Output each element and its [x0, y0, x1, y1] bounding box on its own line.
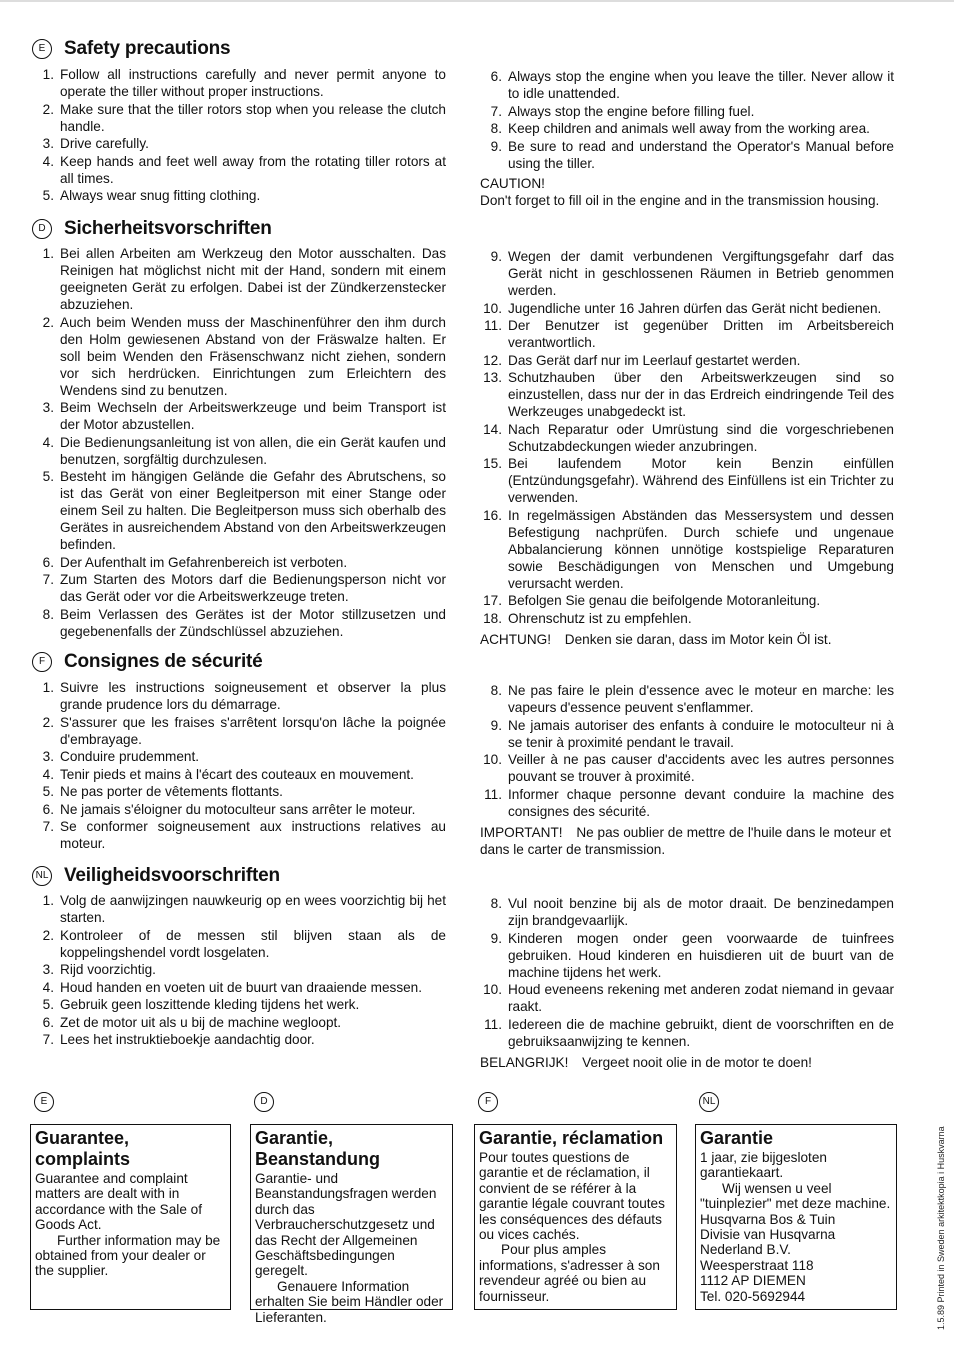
address-line: Divisie van Husqvarna [700, 1227, 836, 1243]
item-number: 11. [484, 318, 502, 333]
list-item [480, 786, 894, 820]
en-list-right [480, 68, 894, 209]
item-number: 6. [42, 554, 54, 570]
item-text: Iedereen die de machine gebruikt, dient de voorschriften en de gebruiksaanwijzing te kennen. [508, 1016, 894, 1049]
list-item [32, 434, 446, 468]
de-left-items [32, 245, 446, 640]
item-text: Vul nooit benzine bij als de motor draait. De benzinedampen zijn brandgevaarlijk. [508, 896, 894, 928]
item-number: 10. [483, 982, 502, 997]
item-text: Befolgen Sie genau die beifolgende Motoranleitung. [508, 593, 821, 608]
nl-belangrijk [480, 1054, 894, 1071]
item-text: Veiller à ne pas causer d'accidents avec les autres personnes pouvant se trouver à proximité. [508, 752, 894, 784]
list-item [480, 682, 894, 716]
address-line: Husqvarna Bos & Tuin [700, 1211, 836, 1227]
item-number: 14. [483, 421, 502, 437]
address-line: Nederland B.V. [700, 1242, 791, 1258]
list-item [32, 783, 446, 800]
item-number: 1. [42, 67, 54, 82]
list-item [32, 801, 446, 818]
item-number: 13. [483, 370, 502, 385]
item-number: 4. [42, 979, 54, 995]
item-text: Ohrenschutz ist zu empfehlen. [508, 610, 692, 626]
item-text: Follow all instructions carefully and never permit anyone to operate the tiller without proper instructions. [60, 67, 446, 99]
list-item [480, 300, 894, 317]
item-text: Beim Wechseln der Arbeitswerkzeuge und beim Transport ist der Motor abzustellen. [60, 400, 446, 432]
guarantee-title-de: Garantie, Beanstandung [255, 1128, 381, 1169]
item-number: 4. [42, 434, 54, 450]
guarantee-language-e-icon: E [34, 1092, 54, 1112]
list-item [32, 135, 446, 152]
item-number: 9. [490, 249, 502, 264]
item-number: 5. [42, 784, 54, 799]
nl-belangrijk-label: BELANGRIJK! [480, 1054, 569, 1070]
list-item [32, 571, 446, 605]
item-number: 5. [42, 997, 54, 1012]
nl-right-items [480, 895, 894, 1050]
guarantee-address-nl [700, 1212, 892, 1304]
list-item [480, 610, 894, 627]
en-right-items [480, 68, 894, 172]
guarantee-text-nl: 1 jaar, zie bijgesloten garantiekaart. [700, 1150, 827, 1181]
list-item [32, 927, 446, 961]
guarantee-language-nl-icon: NL [699, 1092, 719, 1112]
list-item [480, 930, 894, 981]
guarantee-more-nl: Wij wensen u veel "tuinplezier" met deze machine. [700, 1180, 891, 1212]
list-item [32, 101, 446, 135]
list-item [32, 766, 446, 783]
guarantee-box-en [30, 1124, 231, 1310]
item-text: Gebruik geen loszittende kleding tijdens het werk. [60, 997, 360, 1012]
item-number: 2. [42, 927, 54, 943]
fr-list-right [480, 682, 894, 858]
item-text: Der Aufenthalt im Gefahrenbereich ist verboten. [60, 554, 348, 570]
guarantee-title-en: Guarantee, complaints [35, 1128, 131, 1169]
section-title-en: Safety precautions [64, 38, 231, 59]
fr-left-items [32, 679, 446, 852]
item-number: 16. [483, 507, 502, 523]
list-item [480, 455, 894, 506]
list-item [32, 314, 446, 399]
item-text: Keep children and animals well away from the working area. [508, 121, 870, 136]
list-item [480, 592, 894, 609]
de-list-left [32, 245, 446, 640]
item-text: Houd handen en voeten uit de buurt van draaiende messen. [60, 979, 423, 995]
item-number: 7. [42, 819, 54, 834]
guarantee-language-d-icon: D [254, 1092, 274, 1112]
item-number: 8. [490, 683, 502, 698]
item-number: 3. [42, 136, 54, 151]
guarantee-title-nl: Garantie [700, 1128, 774, 1148]
item-text: In regelmässigen Abständen das Messersystem und dessen Befestigung nachprüfen. Durch schiefe und ungenaue Abbalancierung können unnötige kostspielige Reparaturen sowie Beschädigungen von Menschen und Umgebung verursacht werden. [508, 507, 894, 591]
list-item [32, 714, 446, 748]
list-item [480, 751, 894, 785]
item-number: 5. [42, 469, 54, 484]
item-text: Auch beim Wenden muss der Maschinenführer den ihm durch den Holm gewiesenen Abstand von der Fräswalze halten. Er soll beim Wenden den Fräsenschwanz nicht ziehen, sondern vor sich herdrücken. Einrichtungen zum Erleichtern des Wendens sind zu benutzen. [60, 314, 446, 398]
guarantee-text-en: Guarantee and complaint matters are dealt with in accordance with the Sale of Goods Act. [35, 1171, 203, 1233]
list-item [480, 68, 894, 102]
item-text: Jugendliche unter 16 Jahren dürfen das Gerät nicht bedienen. [508, 300, 882, 316]
item-text: Kontroleer of de messen stil blijven staan als de koppelingshendel vordt losgelaten. [60, 927, 446, 960]
section-title-de: Sicherheitsvorschriften [64, 218, 272, 239]
en-caution-text: Don't forget to fill oil in the engine and in the transmission housing. [480, 192, 880, 208]
item-text: Wegen der damit verbundenen Vergiftungsgefahr darf das Gerät nicht in geschlossenen Räumen in Betrieb genommen werden. [508, 249, 894, 298]
item-text: Bei allen Arbeiten am Werkzeug den Motor ausschalten. Das Reinigen hat möglichst nicht mit der Hand, sondern mit einem geeigneten Gerät zu erfolgen. Dabei ist der Zündkerzenstecker abzuziehen. [60, 246, 446, 312]
address-line: 1112 AP DIEMEN [700, 1273, 806, 1289]
item-number: 6. [490, 69, 502, 84]
item-text: Nach Reparatur oder Umrüstung sind die vorgeschriebenen Schutzabdeckungen wieder anzubringen. [508, 421, 894, 454]
list-item [480, 717, 894, 751]
item-text: Lees het instruktieboekje aandachtig door. [60, 1032, 315, 1047]
item-number: 1. [42, 680, 54, 695]
item-text: Zum Starten des Motors darf die Bedienungsperson nicht vor das Gerät oder vor die Arbeitswerkzeuge treten. [60, 572, 446, 604]
list-item [32, 996, 446, 1013]
item-text: Make sure that the tiller rotors stop when you release the clutch handle. [60, 101, 446, 134]
list-item [480, 352, 894, 369]
de-right-items [480, 248, 894, 627]
list-item [480, 507, 894, 592]
item-text: Bei laufendem Motor kein Benzin einfüllen (Entzündungsgefahr). Während des Einfüllens ist ein Trichter zu verwenden. [508, 456, 894, 505]
list-item [32, 468, 446, 553]
address-line: Weesperstraat 118 [700, 1257, 814, 1273]
de-list-right [480, 248, 894, 648]
top-scan-edge [0, 0, 954, 2]
fr-important-text: Ne pas oublier de mettre de l'huile dans le moteur et dans le carter de transmission. [480, 824, 892, 857]
item-text: Ne jamais autoriser des enfants à conduire le motoculteur ni à se tenir à proximité pendant le travail. [508, 717, 894, 750]
list-item [480, 317, 894, 351]
item-number: 1. [42, 893, 54, 908]
list-item [32, 187, 446, 204]
list-item [32, 245, 446, 313]
list-item [32, 399, 446, 433]
print-side-note: 1.5.89 Printed in Sweden arkitektkopia i Huskvarna [936, 1126, 946, 1330]
item-number: 11. [484, 1016, 502, 1032]
guarantee-text-de: Garantie- und Beanstandungsfragen werden durch das Verbraucherschutzgesetz und das Recht der Allgemeinen Geschäftsbedingungen geregelt. [255, 1171, 437, 1279]
item-text: Se conformer soigneusement aux instructions relatives au moteur. [60, 819, 446, 851]
address-line: Tel. 020-5692944 [700, 1288, 806, 1304]
item-number: 4. [42, 766, 54, 782]
list-item [480, 369, 894, 420]
list-item [32, 1014, 446, 1031]
list-item [480, 248, 894, 299]
list-item [480, 1016, 894, 1050]
item-text: Houd eveneens rekening met anderen zodat niemand in gevaar raakt. [508, 982, 894, 1014]
item-number: 6. [42, 1014, 54, 1030]
guarantee-text-fr: Pour toutes questions de garantie et de réclamation, il convient de se référer à la garantie légale couvrant toutes les conséquences des défauts ou vices cachés. [479, 1150, 665, 1243]
item-number: 7. [42, 1032, 54, 1047]
guarantee-box-fr [474, 1124, 677, 1310]
item-number: 3. [42, 400, 54, 415]
en-caution [480, 175, 894, 209]
item-text: S'assurer que les fraises s'arrêtent lorsqu'on lâche la poignée d'embrayage. [60, 714, 446, 747]
list-item [480, 120, 894, 137]
list-item [480, 103, 894, 120]
section-header-fr [32, 651, 263, 673]
item-number: 2. [42, 314, 54, 330]
item-number: 3. [42, 749, 54, 764]
guarantee-box-de [250, 1124, 453, 1325]
item-number: 2. [42, 714, 54, 730]
item-text: Be sure to read and understand the Operator's Manual before using the tiller. [508, 138, 894, 171]
list-item [480, 895, 894, 929]
nl-belangrijk-text: Vergeet nooit olie in de motor te doen! [582, 1054, 812, 1070]
item-text: Always stop the engine before filling fuel. [508, 103, 755, 119]
fr-list-left [32, 679, 446, 853]
guarantee-more-en: Further information may be obtained from your dealer or the supplier. [35, 1232, 221, 1279]
item-text: Tenir pieds et mains à l'écart des couteaux en mouvement. [60, 766, 414, 782]
item-number: 18. [483, 610, 502, 626]
item-number: 3. [42, 962, 54, 977]
list-item [32, 892, 446, 926]
item-text: Ne pas faire le plein d'essence avec le moteur en marche: les vapeurs d'essence peuvent s'enflammer. [508, 683, 894, 715]
item-number: 9. [490, 930, 502, 946]
item-number: 10. [483, 752, 502, 767]
list-item [32, 606, 446, 640]
item-text: Always wear snug fitting clothing. [60, 188, 261, 203]
list-item [32, 979, 446, 996]
de-achtung [480, 631, 894, 648]
guarantee-more-fr: Pour plus amples informations, s'adresser à son revendeur agréé ou bien au fournisseur. [479, 1242, 660, 1304]
fr-important [480, 824, 894, 858]
section-title-nl: Veiligheidsvoorschriften [64, 865, 280, 886]
item-text: Informer chaque personne devant conduire la machine des consignes des sécurité. [508, 786, 894, 819]
en-left-items [32, 66, 446, 204]
list-item [32, 66, 446, 100]
de-achtung-text: Denken sie daran, dass im Motor kein Öl ist. [564, 631, 832, 647]
item-text: Ne jamais s'éloigner du motoculteur sans arrêter le moteur. [60, 801, 416, 817]
list-item [480, 421, 894, 455]
list-item [32, 554, 446, 571]
item-text: Ne pas porter de vêtements flottants. [60, 784, 283, 799]
en-list-left [32, 66, 446, 205]
item-number: 7. [490, 103, 502, 119]
nl-list-left [32, 892, 446, 1049]
item-number: 8. [490, 121, 502, 136]
item-number: 9. [490, 138, 502, 154]
item-text: Drive carefully. [60, 136, 149, 151]
item-number: 6. [42, 801, 54, 817]
item-text: Die Bedienungsanleitung ist von allen, die ein Gerät kaufen und benutzen, sorgfältig durchzulesen. [60, 434, 446, 467]
section-header-nl [32, 865, 280, 887]
nl-left-items [32, 892, 446, 1048]
item-number: 5. [42, 188, 54, 203]
item-number: 2. [42, 101, 54, 117]
item-number: 8. [42, 606, 54, 622]
item-number: 8. [490, 896, 502, 911]
item-text: Das Gerät darf nur im Leerlauf gestartet werden. [508, 352, 801, 368]
item-number: 7. [42, 572, 54, 587]
language-e-icon: E [32, 39, 52, 59]
item-text: Volg de aanwijzingen nauwkeurig op en wees voorzichtig bij het starten. [60, 893, 446, 925]
item-text: Always stop the engine when you leave the tiller. Never allow it to idle unattended. [508, 69, 894, 101]
item-text: Zet de motor uit als u bij de machine wegloopt. [60, 1014, 342, 1030]
list-item [32, 153, 446, 187]
item-text: Beim Verlassen des Gerätes ist der Motor stillzusetzen und gegebenenfalls der Zündschlüssel abzuziehen. [60, 606, 446, 639]
item-number: 15. [483, 456, 502, 471]
list-item [480, 981, 894, 1015]
item-text: Der Benutzer ist gegenüber Dritten im Arbeitsbereich verantwortlich. [508, 318, 894, 350]
item-text: Kinderen mogen onder geen voorwaarde de tuinfrees gebruiken. Houd kinderen en huisdieren uit de buurt van de machine tijdens het werk. [508, 930, 894, 980]
language-d-icon: D [32, 219, 52, 239]
en-caution-label: CAUTION! [480, 175, 545, 191]
guarantee-box-nl [695, 1124, 897, 1310]
list-item [32, 818, 446, 852]
item-text: Rijd voorzichtig. [60, 962, 156, 977]
language-nl-icon: NL [32, 866, 52, 886]
language-f-icon: F [32, 652, 52, 672]
item-text: Besteht im hängigen Gelände die Gefahr des Abrutschens, so ist das Gerät von einer Begleitperson mit einer Stange oder einem Seil zu halten. Die Begleitperson muss sich oberhalb des Gerätes in ausreichendem Abstand von den Arbeitswerkzeugen befinden. [60, 469, 446, 552]
item-text: Keep hands and feet well away from the rotating tiller rotors at all times. [60, 153, 446, 186]
item-number: 11. [484, 786, 502, 802]
item-number: 17. [483, 593, 502, 608]
list-item [480, 138, 894, 172]
guarantee-language-f-icon: F [478, 1092, 498, 1112]
list-item [32, 679, 446, 713]
list-item [32, 961, 446, 978]
item-number: 9. [490, 717, 502, 733]
fr-right-items [480, 682, 894, 820]
guarantee-more-de: Genauere Information erhalten Sie beim Händler oder Lieferanten. [255, 1278, 444, 1325]
item-text: Suivre les instructions soigneusement et observer la plus grande prudence lors du démarrage. [60, 680, 446, 712]
item-number: 12. [483, 352, 502, 368]
item-text: Schutzhauben über den Arbeitswerkzeugen sind so einzustellen, dass nur der in das Erdreich eindringende Teil des Werkzeuges unabgedeckt ist. [508, 370, 894, 419]
nl-list-right [480, 895, 894, 1071]
section-title-fr: Consignes de sécurité [64, 651, 263, 672]
section-header-en [32, 38, 230, 60]
item-number: 10. [483, 300, 502, 316]
item-text: Conduire prudemment. [60, 749, 200, 764]
item-number: 4. [42, 153, 54, 169]
fr-important-label: IMPORTANT! [480, 824, 563, 840]
list-item [32, 748, 446, 765]
list-item [32, 1031, 446, 1048]
section-header-de [32, 218, 272, 240]
item-number: 1. [42, 246, 54, 261]
de-achtung-label: ACHTUNG! [480, 631, 551, 647]
guarantee-title-fr: Garantie, réclamation [479, 1128, 664, 1148]
